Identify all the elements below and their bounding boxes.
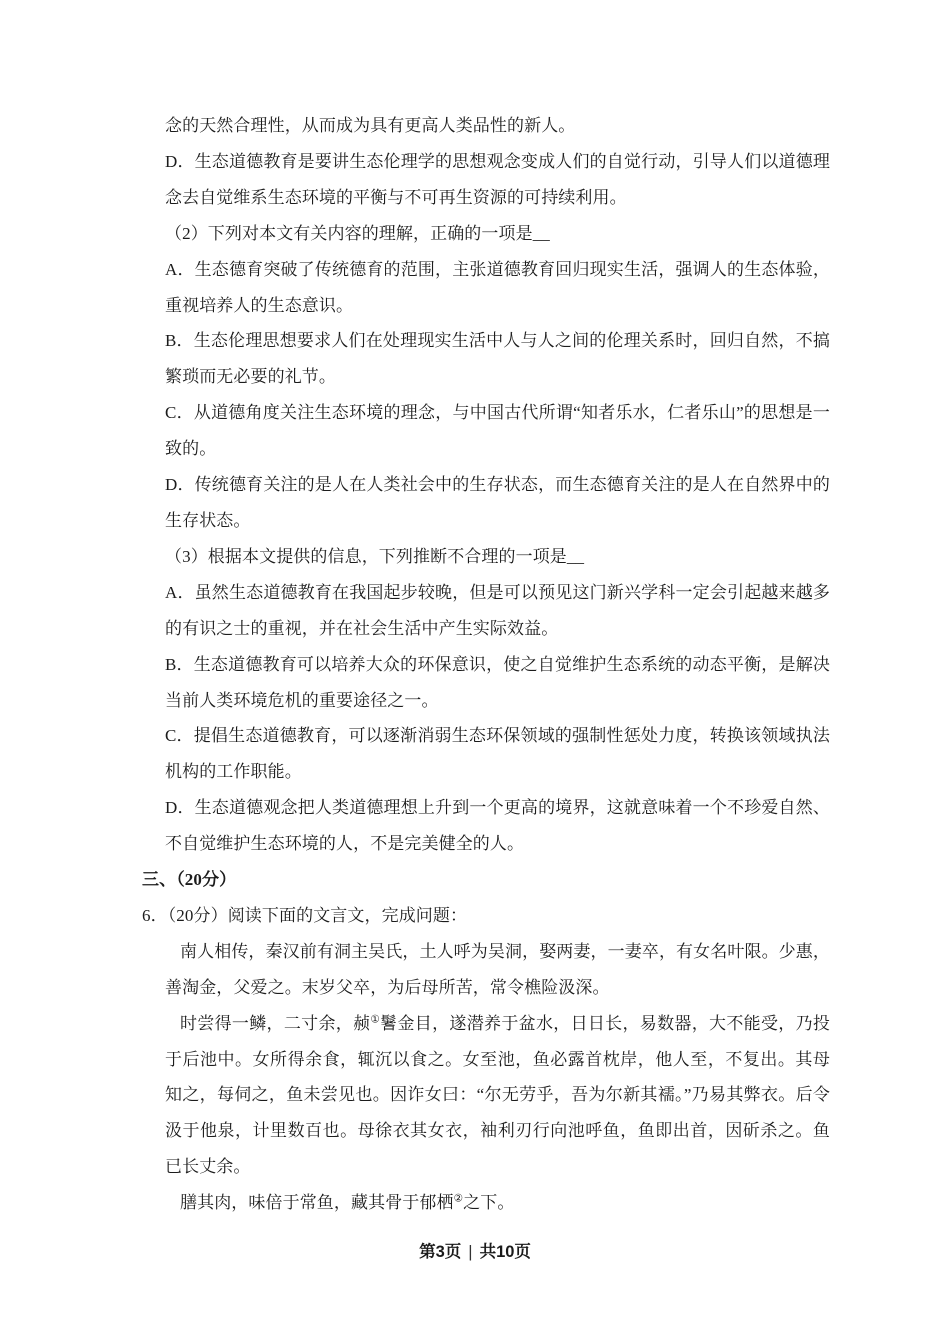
footnote-marker-icon: ①	[370, 1014, 381, 1025]
page-total-label: 共10页	[479, 1243, 531, 1261]
page-body	[142, 108, 831, 1221]
question-2-option-c: C．从道德角度关注生态环境的理念，与中国古代所谓“知者乐水，仁者乐山”的思想是一致的。	[165, 403, 830, 459]
question-3-option-c: C．提倡生态道德教育，可以逐渐消弱生态环保领域的强制性惩处力度，转换该领域执法机构的工作职能。	[165, 726, 830, 782]
question-6-stem: 6．（20分）阅读下面的文言文，完成问题：	[142, 905, 468, 925]
question-3-option-d: D．生态道德观念把人类道德理想上升到一个更高的境界，这就意味着一个不珍爱自然、不自觉维护生态环境的人，不是完美健全的人。	[165, 798, 830, 854]
q2-option-d-prev: D．生态道德教育是要讲生态伦理学的思想观念变成人们的自觉行动，引导人们以道德理念去自觉维系生态环境的平衡与不可再生资源的可持续利用。	[165, 151, 830, 207]
question-2-option-a: A．生态德育突破了传统德育的范围，主张道德教育回归现实生活，强调人的生态体验，重视培养人的生态意识。	[165, 259, 830, 315]
question-3-option-b: B．生态道德教育可以培养大众的环保意识，使之自觉维护生态系统的动态平衡，是解决当前人类环境危机的重要途径之一。	[165, 654, 830, 710]
question-3-stem: （3）根据本文提供的信息，下列推断不合理的一项是__	[165, 546, 585, 566]
page-footer	[0, 1238, 950, 1262]
classical-passage-para-1: 南人相传，秦汉前有洞主吴氏，土人呼为吴洞，娶两妻，一妻卒，有女名叶限。少惠，善淘金，父爱之。末岁父卒，为后母所苦，常令樵险汲深。	[165, 941, 830, 997]
option-continuation-line: 念的天然合理性，从而成为具有更高人类品性的新人。	[165, 116, 576, 135]
classical-passage-para-2: 时尝得一鳞，二寸余，赪①鬐金目，遂潜养于盆水，日日长，易数器，大不能受，乃投于后池中。女所得余食，辄沉以食之。女至池，鱼必露首枕岸，他人至，不复出。其母知之，每伺之，鱼未尝见也。因诈女曰：“尔无劳乎，吾为尔新其襦。”乃易其弊衣。后令汲于他泉，计里数百也。母徐衣其女衣，袖利刃行向池呼鱼，鱼即出首，因斫杀之。鱼已长丈余。	[165, 1013, 831, 1177]
classical-passage-para-3: 膳其肉，味倍于常鱼，藏其骨于郁栖②之下。	[180, 1193, 515, 1213]
question-2-stem: （2）下列对本文有关内容的理解，正确的一项是__	[165, 223, 550, 243]
footnote-marker-icon: ②	[453, 1193, 464, 1205]
page-number-label: 第3页	[419, 1243, 462, 1261]
question-2-option-d: D．传统德育关注的是人在人类社会中的生存状态，而生态德育关注的是人在自然界中的生存状态。	[165, 475, 830, 530]
question-2-option-b: B．生态伦理思想要求人们在处理现实生活中人与人之间的伦理关系时，回归自然，不搞繁琐而无必要的礼节。	[165, 331, 830, 387]
question-3-option-a: A．虽然生态道德教育在我国起步较晚，但是可以预见这门新兴学科一定会引起越来越多的有识之士的重视，并在社会生活中产生实际效益。	[165, 582, 830, 638]
footer-separator: |	[468, 1243, 473, 1261]
section-3-heading: 三、（20分）	[142, 870, 237, 890]
